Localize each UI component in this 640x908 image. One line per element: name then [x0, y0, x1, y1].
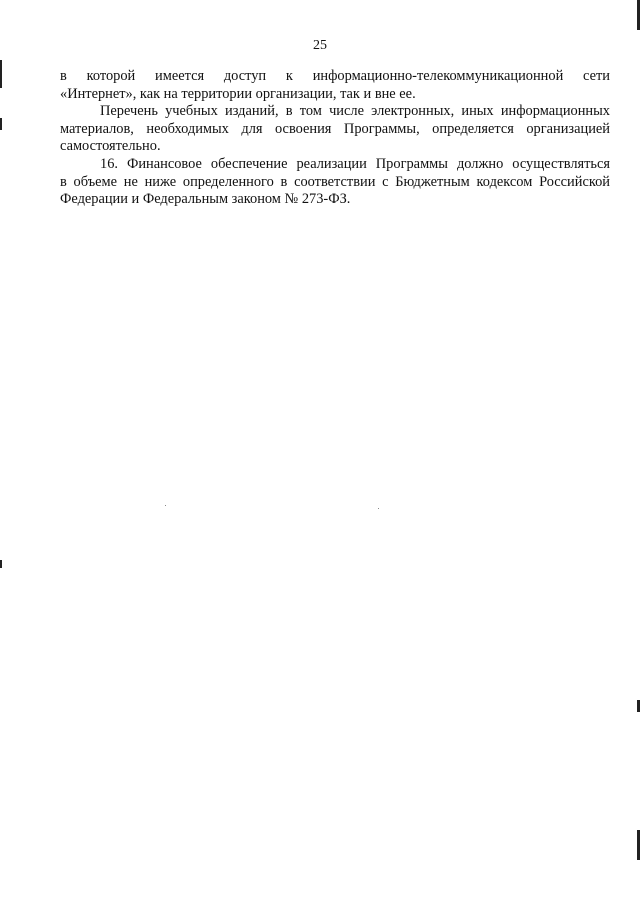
- scan-speck: [378, 508, 379, 509]
- text-line: Федерации и Федеральным законом № 273-ФЗ.: [60, 191, 351, 208]
- text-line: «Интернет», как на территории организации, так и вне ее.: [60, 85, 416, 102]
- scan-edge-left-top: [0, 60, 2, 88]
- text-line: самостоятельно.: [60, 138, 161, 155]
- document-body: [60, 68, 610, 209]
- page-number: 25: [313, 38, 327, 53]
- scan-edge-left-mid: [0, 118, 2, 130]
- text-line: в которой имеется доступ к информационно-телекоммуникационной сети: [60, 68, 610, 84]
- scan-speck: [165, 505, 166, 506]
- text-line: материалов, необходимых для освоения Программы, определяется организацией: [60, 120, 610, 137]
- scan-edge-left-low: [0, 560, 2, 568]
- paragraph-financial-support: [60, 156, 610, 209]
- paragraph-internet-access: [60, 68, 610, 103]
- paragraph-educational-materials: [60, 103, 610, 156]
- text-line: 16. Финансовое обеспечение реализации Программы должно осуществляться: [100, 155, 610, 172]
- text-line: Перечень учебных изданий, в том числе электронных, иных информационных: [100, 103, 610, 120]
- text-line: в объеме не ниже определенного в соответствии с Бюджетным кодексом Российской: [60, 173, 610, 190]
